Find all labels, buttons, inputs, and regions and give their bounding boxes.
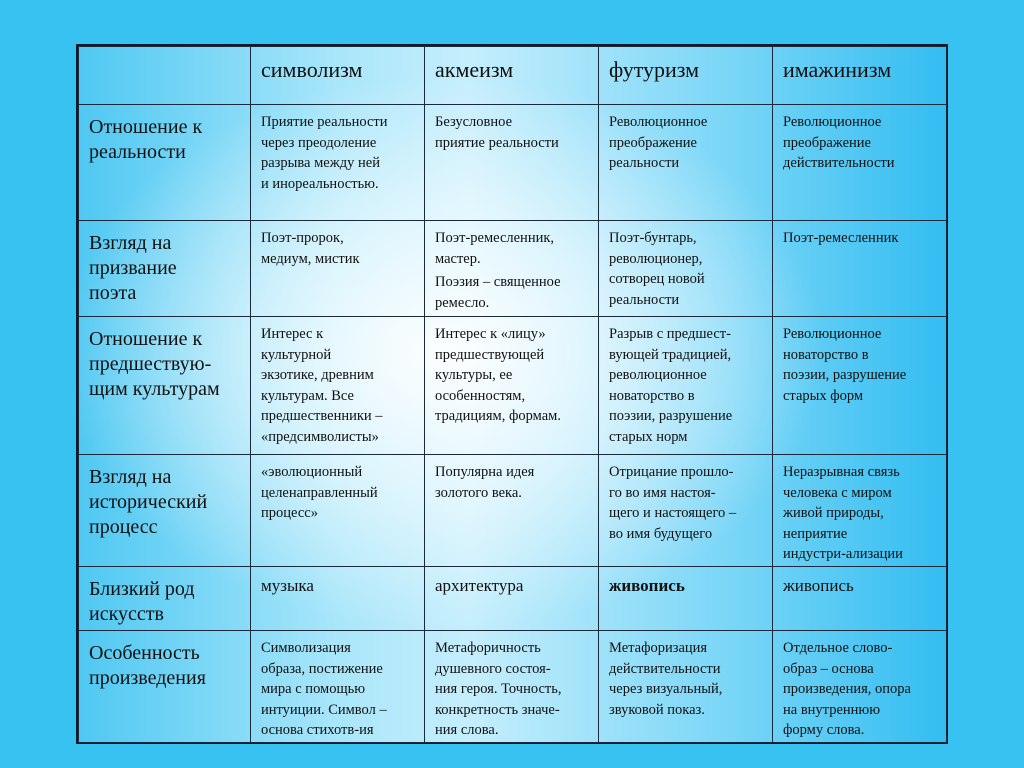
cell-text-line: революционер, bbox=[609, 250, 703, 267]
cell-text-line: Поэзия – священное bbox=[435, 274, 561, 290]
cell-text-line: преображение bbox=[609, 134, 697, 151]
table-cell bbox=[599, 455, 773, 567]
cell-text-line: экзотике, древним bbox=[261, 367, 374, 383]
cell-text-line: архитектура bbox=[435, 576, 524, 595]
cell-text-line: Неразрывная связь bbox=[783, 464, 900, 480]
row-header bbox=[79, 631, 251, 743]
cell-text-line: через преодоление bbox=[261, 134, 377, 151]
row-header bbox=[79, 221, 251, 317]
table-row bbox=[79, 567, 947, 631]
cell-text-line: щим культурам bbox=[89, 378, 220, 400]
cell-text-line: «предсимволисты» bbox=[261, 428, 379, 445]
table-row bbox=[79, 631, 947, 743]
cell-text-line: Приятие реальности bbox=[261, 114, 388, 130]
cell-text-line: исторический bbox=[89, 491, 208, 513]
cell-text-line: революционное bbox=[609, 367, 707, 383]
cell-text-line: предшествую- bbox=[89, 353, 212, 375]
table-cell bbox=[251, 455, 425, 567]
cell-text-line: призвание bbox=[89, 257, 177, 279]
cell-text-line: поэта bbox=[89, 282, 137, 304]
cell-text-line: образа, постижение bbox=[261, 660, 383, 677]
cell-text-line: реальности bbox=[609, 291, 680, 308]
cell-text-line: разрыва между ней bbox=[261, 155, 380, 171]
table-cell bbox=[251, 221, 425, 317]
cell-text-line: Близкий род bbox=[89, 578, 195, 600]
cell-text-line: поэзии, разрушение bbox=[783, 367, 907, 383]
table-cell bbox=[599, 105, 773, 221]
table-cell bbox=[599, 221, 773, 317]
comparison-table-frame bbox=[76, 44, 948, 744]
table-cell bbox=[599, 567, 773, 631]
cell-text-line: ния героя. Точность, bbox=[435, 681, 562, 697]
row-header bbox=[79, 455, 251, 567]
cell-text-line: образ – основа bbox=[783, 660, 874, 677]
table-cell bbox=[251, 317, 425, 455]
cell-text-line: реальности bbox=[609, 155, 680, 171]
cell-text-line: Взгляд на bbox=[89, 232, 172, 254]
cell-text-line: Безусловное bbox=[435, 114, 513, 130]
table-header-row bbox=[79, 47, 947, 105]
cell-text-line: действительности bbox=[609, 660, 721, 677]
cell-text-line: индустри-ализации bbox=[783, 546, 903, 562]
cell-text-line: особенностям, bbox=[435, 387, 526, 404]
cell-text-line: целенаправленный bbox=[261, 484, 378, 501]
table-cell bbox=[773, 105, 947, 221]
cell-text-line: через визуальный, bbox=[609, 681, 723, 697]
table-row bbox=[79, 317, 947, 455]
table-cell bbox=[599, 317, 773, 455]
cell-text-line: Интерес к bbox=[261, 326, 324, 342]
cell-text-line: поэзии, разрушение bbox=[609, 408, 733, 424]
cell-text-line: Революционное bbox=[783, 326, 882, 342]
table-cell bbox=[425, 105, 599, 221]
cell-text-line: культуры, ее bbox=[435, 367, 513, 383]
cell-text-line: неприятие bbox=[783, 525, 848, 542]
column-header: акмеизм bbox=[425, 47, 599, 105]
cell-text-line: во имя будущего bbox=[609, 525, 713, 542]
table-cell bbox=[773, 631, 947, 743]
cell-text-line: основа стихотв-ия bbox=[261, 722, 374, 738]
cell-text-line: Отношение к bbox=[89, 116, 203, 138]
table-cell bbox=[425, 455, 599, 567]
cell-text-line: Революционное bbox=[609, 114, 708, 130]
cell-text-line: Революционное bbox=[783, 114, 882, 130]
table-cell bbox=[599, 631, 773, 743]
cell-text-line: ния слова. bbox=[435, 722, 499, 738]
cell-text-line: «эволюционный bbox=[261, 464, 363, 480]
cell-text-line: музыка bbox=[261, 576, 314, 595]
cell-text-line: Поэт-ремесленник, bbox=[435, 230, 555, 246]
cell-text-line: реальности bbox=[89, 141, 186, 163]
table-cell bbox=[425, 221, 599, 317]
cell-text-line: ремесло. bbox=[435, 294, 490, 311]
column-header: символизм bbox=[251, 47, 425, 105]
cell-text-line: на внутреннюю bbox=[783, 701, 881, 718]
cell-text-line: мастер. bbox=[435, 250, 481, 267]
cell-text-line: щего и настоящего – bbox=[609, 505, 737, 521]
cell-text-line: культурам. Все bbox=[261, 387, 354, 404]
cell-text-line: Интерес к «лицу» bbox=[435, 326, 546, 342]
row-header bbox=[79, 317, 251, 455]
table-cell bbox=[251, 631, 425, 743]
cell-text-line: живопись bbox=[609, 576, 685, 595]
cell-text-line: произведения bbox=[89, 667, 206, 689]
cell-text-line: процесс bbox=[89, 516, 158, 538]
table-cell bbox=[773, 567, 947, 631]
cell-text-line: преображение bbox=[783, 134, 871, 151]
cell-text-line: звуковой показ. bbox=[609, 701, 705, 718]
table-cell bbox=[425, 631, 599, 743]
cell-text-line: конкретность значе- bbox=[435, 701, 560, 718]
table-cell bbox=[773, 317, 947, 455]
cell-text-line: произведения, опора bbox=[783, 681, 911, 697]
cell-text-line: традициям, формам. bbox=[435, 408, 561, 424]
column-header: имажинизм bbox=[773, 47, 947, 105]
cell-text-line: Отношение к bbox=[89, 328, 203, 350]
table-row bbox=[79, 221, 947, 317]
cell-text-line: искусств bbox=[89, 603, 164, 625]
cell-text-line: приятие реальности bbox=[435, 134, 559, 151]
cell-text-line: Отрицание прошло- bbox=[609, 464, 734, 480]
cell-text-line: медиум, мистик bbox=[261, 250, 360, 267]
cell-text-line: старых форм bbox=[783, 387, 864, 404]
cell-text-line: процесс» bbox=[261, 505, 318, 521]
table-cell bbox=[425, 317, 599, 455]
cell-text-line: предшествующей bbox=[435, 346, 545, 363]
cell-text-line: предшественники – bbox=[261, 408, 383, 424]
cell-text-line: действительности bbox=[783, 155, 895, 171]
cell-text-line: форму слова. bbox=[783, 722, 865, 738]
cell-text-line: Особенность bbox=[89, 642, 200, 664]
cell-text-line: Поэт-ремесленник bbox=[783, 230, 899, 246]
cell-text-line: золотого века. bbox=[435, 484, 522, 501]
row-header bbox=[79, 105, 251, 221]
cell-text-line: старых норм bbox=[609, 428, 688, 445]
cell-text-line: Символизация bbox=[261, 640, 351, 656]
cell-text-line: Поэт-пророк, bbox=[261, 230, 344, 246]
cell-text-line: и инореальностью. bbox=[261, 175, 379, 192]
cell-text-line: живопись bbox=[783, 576, 854, 595]
cell-text-line: Взгляд на bbox=[89, 466, 172, 488]
table-cell bbox=[425, 567, 599, 631]
cell-text-line: культурной bbox=[261, 346, 332, 363]
cell-text-line: вующей традицией, bbox=[609, 346, 732, 363]
column-header: футуризм bbox=[599, 47, 773, 105]
cell-text-line: живой природы, bbox=[783, 505, 884, 521]
cell-text-line: душевного состоя- bbox=[435, 660, 551, 677]
cell-text-line: Разрыв с предшест- bbox=[609, 326, 731, 342]
cell-text-line: Поэт-бунтарь, bbox=[609, 230, 697, 246]
header-corner-cell bbox=[79, 47, 251, 105]
cell-text-line: интуиции. Символ – bbox=[261, 701, 387, 718]
cell-text-line: Популярна идея bbox=[435, 464, 535, 480]
comparison-table bbox=[78, 46, 947, 743]
table-cell bbox=[251, 567, 425, 631]
table-cell bbox=[773, 221, 947, 317]
table-row bbox=[79, 105, 947, 221]
cell-text-line: сотворец новой bbox=[609, 271, 705, 287]
cell-text-line: го во имя настоя- bbox=[609, 484, 716, 501]
cell-text-line: новаторство в bbox=[609, 387, 695, 404]
cell-text-line: Метафоричность bbox=[435, 640, 541, 656]
cell-text-line: Отдельное слово- bbox=[783, 640, 893, 656]
cell-text-line: человека с миром bbox=[783, 484, 892, 501]
cell-text-line: новаторство в bbox=[783, 346, 869, 363]
cell-text-line: Метафоризация bbox=[609, 640, 708, 656]
row-header bbox=[79, 567, 251, 631]
table-cell bbox=[251, 105, 425, 221]
cell-text-line: мира с помощью bbox=[261, 681, 366, 697]
table-cell bbox=[773, 455, 947, 567]
table-row bbox=[79, 455, 947, 567]
